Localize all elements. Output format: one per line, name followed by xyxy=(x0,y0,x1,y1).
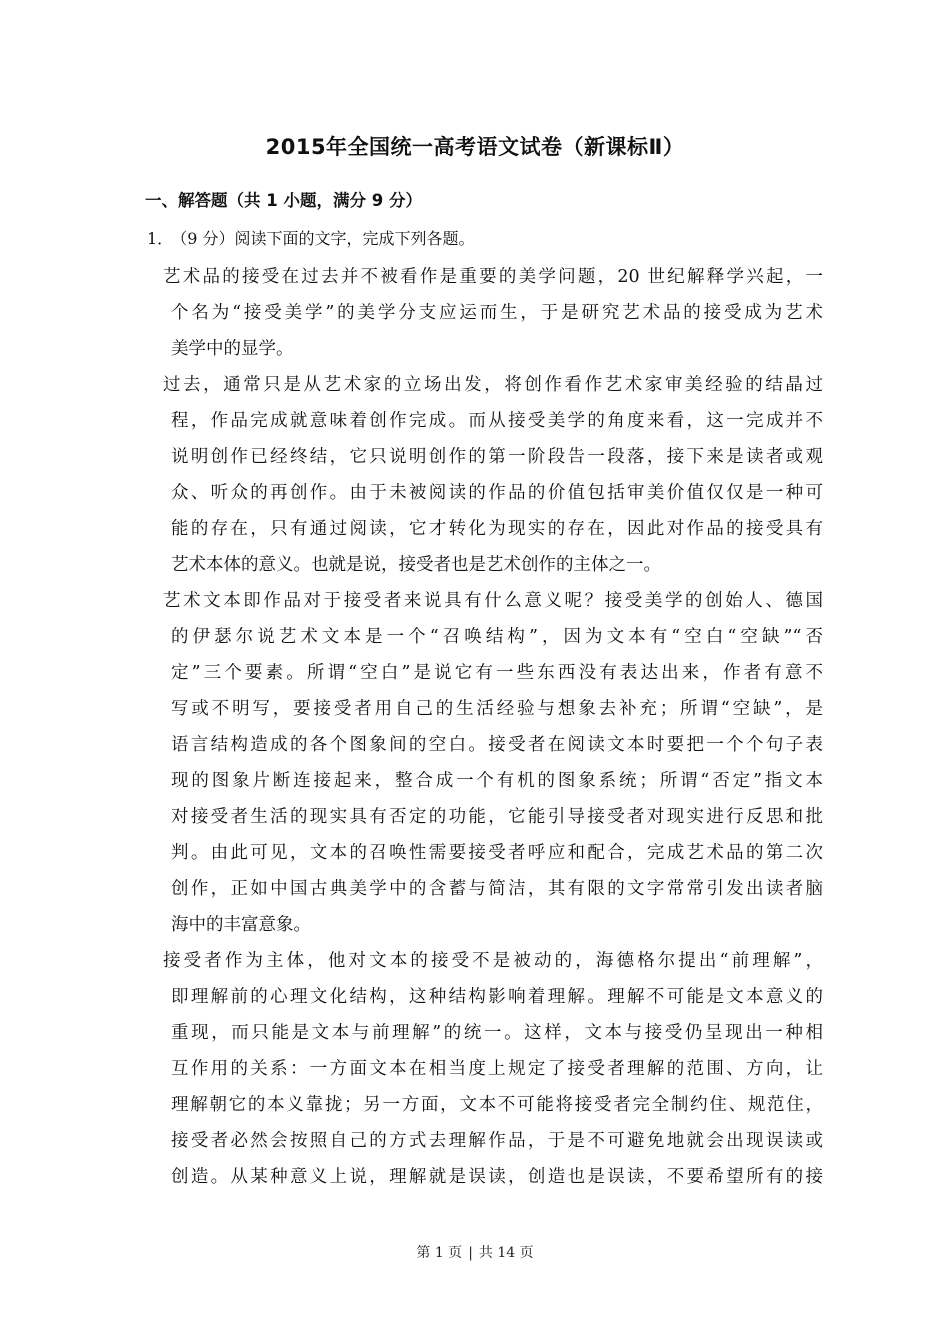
question-line xyxy=(147,225,847,253)
section-heading: 一、解答题（共 1 小题，满分 9 分） xyxy=(145,191,422,210)
text-line: 现的图象片断连接起来，整合成一个有机的图象系统；所谓“否定”指文本 xyxy=(171,771,823,791)
text-line: 艺术本体的意义。也就是说，接受者也是艺术创作的主体之一。 xyxy=(171,555,661,575)
text-line: 对接受者生活的现实具有否定的功能，它能引导接受者对现实进行反思和批 xyxy=(171,807,823,827)
text-line: 接受者必然会按照自己的方式去理解作品，于是不可避免地就会出现误读或 xyxy=(171,1131,823,1151)
total-pages: 共 14 页 xyxy=(478,1245,534,1261)
text-line: 理解朝它的本义靠拢；另一方面，文本不可能将接受者完全制约住、规范住， xyxy=(171,1095,823,1115)
text-line: 众、听众的再创作。由于未被阅读的作品的价值包括审美价值仅仅是一种可 xyxy=(171,483,823,503)
text-line: 美学中的显学。 xyxy=(171,339,294,359)
text-line: 互作用的关系：一方面文本在相当度上规定了接受者理解的范围、方向，让 xyxy=(171,1059,823,1079)
text-line: 的伊瑟尔说艺术文本是一个“召唤结构”，因为文本有“空白“空缺”“否 xyxy=(171,627,823,647)
passage-paragraph xyxy=(163,583,823,943)
question-number: 1． xyxy=(147,229,174,248)
text-line: 语言结构造成的各个图象间的空白。接受者在阅读文本时要把一个个句子表 xyxy=(171,735,823,755)
text-line: 个名为“接受美学”的美学分支应运而生，于是研究艺术品的接受成为艺术 xyxy=(171,303,823,323)
text-line: 接受者作为主体，他对文本的接受不是被动的，海德格尔提出“前理解”， xyxy=(163,951,823,971)
reading-passage xyxy=(163,259,823,1195)
question-prompt: （9 分）阅读下面的文字，完成下列各题。 xyxy=(179,229,475,248)
passage-paragraph xyxy=(163,367,823,583)
text-line: 即理解前的心理文化结构，这种结构影响着理解。理解不可能是文本意义的 xyxy=(171,987,823,1007)
text-line: 判。由此可见，文本的召唤性需要接受者呼应和配合，完成艺术品的第二次 xyxy=(171,843,823,863)
passage-paragraph xyxy=(163,259,823,367)
text-line: 重现，而只能是文本与前理解”的统一。这样，文本与接受仍呈现出一种相 xyxy=(171,1023,823,1043)
text-line: 说明创作已经终结，它只说明创作的第一阶段告一段落，接下来是读者或观 xyxy=(171,447,823,467)
current-page: 第 1 页 xyxy=(416,1245,463,1261)
passage-paragraph xyxy=(163,943,823,1195)
text-line: 程，作品完成就意味着创作完成。而从接受美学的角度来看，这一完成并不 xyxy=(171,411,823,431)
text-line: 艺术文本即作品对于接受者来说具有什么意义呢？接受美学的创始人、德国 xyxy=(163,591,823,611)
text-line: 创作，正如中国古典美学中的含蓄与简洁，其有限的文字常常引发出读者脑 xyxy=(171,879,823,899)
text-line: 写或不明写，要接受者用自己的生活经验与想象去补充；所谓“空缺”，是 xyxy=(171,699,823,719)
text-line: 艺术品的接受在过去并不被看作是重要的美学问题，20 世纪解释学兴起，一 xyxy=(163,267,823,287)
text-line: 定”三个要素。所谓“空白”是说它有一些东西没有表达出来，作者有意不 xyxy=(171,663,823,683)
footer-separator: | xyxy=(468,1245,473,1261)
page-footer xyxy=(0,1241,950,1265)
text-line: 能的存在，只有通过阅读，它才转化为现实的存在，因此对作品的接受具有 xyxy=(171,519,823,539)
text-line: 创造。从某种意义上说，理解就是误读，创造也是误读，不要希望所有的接 xyxy=(171,1167,823,1187)
text-line: 过去，通常只是从艺术家的立场出发，将创作看作艺术家审美经验的结晶过 xyxy=(163,375,823,395)
exam-title: 2015年全国统一高考语文试卷（新课标Ⅱ） xyxy=(265,135,685,159)
text-line: 海中的丰富意象。 xyxy=(171,915,311,935)
